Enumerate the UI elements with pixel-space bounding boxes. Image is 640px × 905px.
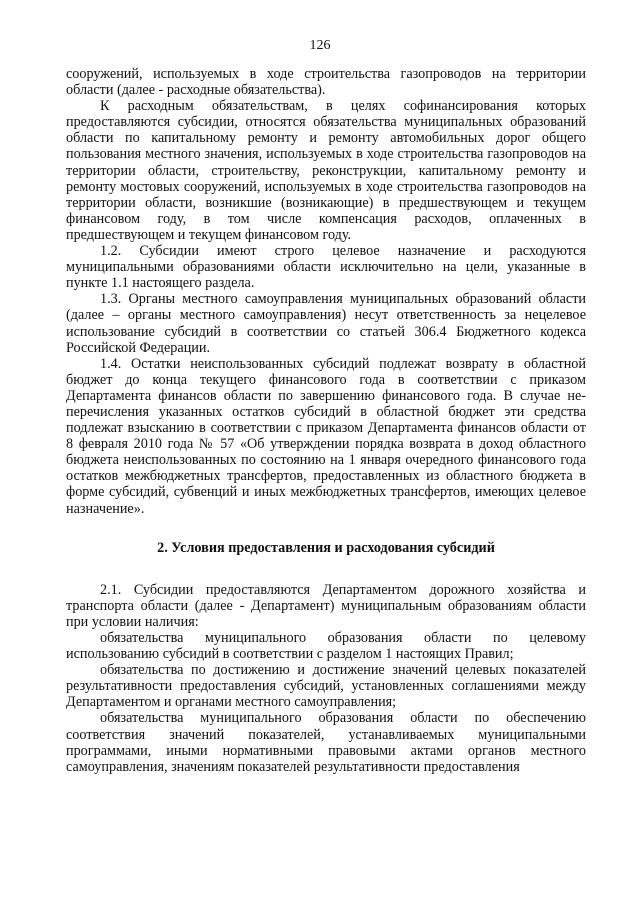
paragraph-condition-3: обязательства муниципального образования области по обеспечению соответствия значений показателей, устанавливаемых муниципальными программами, иными нормативными правовыми актами органов местного самоуправления, значениям показателей результативности предоставления	[66, 710, 586, 775]
paragraph-2-1: 2.1. Субсидии предоставляются Департаментом дорожного хозяйства и транспорта области (далее - Департамент) муниципальным образованиям области при условии наличия:	[66, 581, 586, 630]
paragraph-condition-2: обязательства по достижению и достижение значений целевых показателей результативности предоставления субсидий, установленных соглашениями между Департаментом и органами местного самоуправления;	[66, 662, 586, 711]
section-heading: 2. Условия предоставления и расходования субсидий	[157, 539, 495, 556]
paragraph-continuation: сооружений, используемых в ходе строительства газопроводов на территории области (далее - расходные обязательства).	[66, 66, 586, 99]
paragraph-1-4: 1.4. Остатки неиспользованных субсидий подлежат возврату в областной бюджет до конца текущего финансового года в соответствии с приказом Департамента финансов области по завершению финансового года. В случае не- перечисления указанных остатков субсидий в областной бюджет эти средства подлежат взысканию в соответствии с приказом Департамента финансов области от 8 февраля 2010 года № 57 «Об утверждении порядка возврата в доход областного бюджета неиспользованных по состоянию на 1 января очередного финансового года остатков межбюджетных трансфертов, предоставленных из областного бюджета в форме субсидий, субвенций и иных межбюджетных трансфертов, имеющих целевое назначение».	[66, 355, 586, 517]
paragraph-condition-1: обязательства муниципального образования области по целевому использованию субсидий в соответствии с разделом 1 настоящих Правил;	[66, 630, 586, 663]
paragraph-obligations: К расходным обязательствам, в целях софинансирования которых предоставляются субсидии, относятся обязательства муниципальных образований области по капитальному ремонту и ремонту автомобильных дорог общего пользования местного значения, используемых в ходе строительства газопроводов на территории области, строительству, реконструкции, капитальному ремонту и ремонту мостовых сооружений, используемых в ходе строительства газопроводов на территории области, возникшие (возникающие) в предшествующем и текущем финансовом году, в том числе компенсация расходов, оплаченных в предшествующем и текущем финансовом году.	[66, 98, 586, 243]
document-body	[66, 66, 586, 775]
page-number: 126	[309, 38, 331, 53]
paragraph-1-3: 1.3. Органы местного самоуправления муниципальных образований области (далее – органы местного самоуправления) несут ответственность за нецелевое использование субсидий в соответствии со статьей 306.4 Бюджетного кодекса Российской Федерации.	[66, 291, 586, 356]
paragraph-1-2: 1.2. Субсидии имеют строго целевое назначение и расходуются муниципальными образованиями области исключительно на цели, указанные в пункте 1.1 настоящего раздела.	[66, 243, 586, 292]
